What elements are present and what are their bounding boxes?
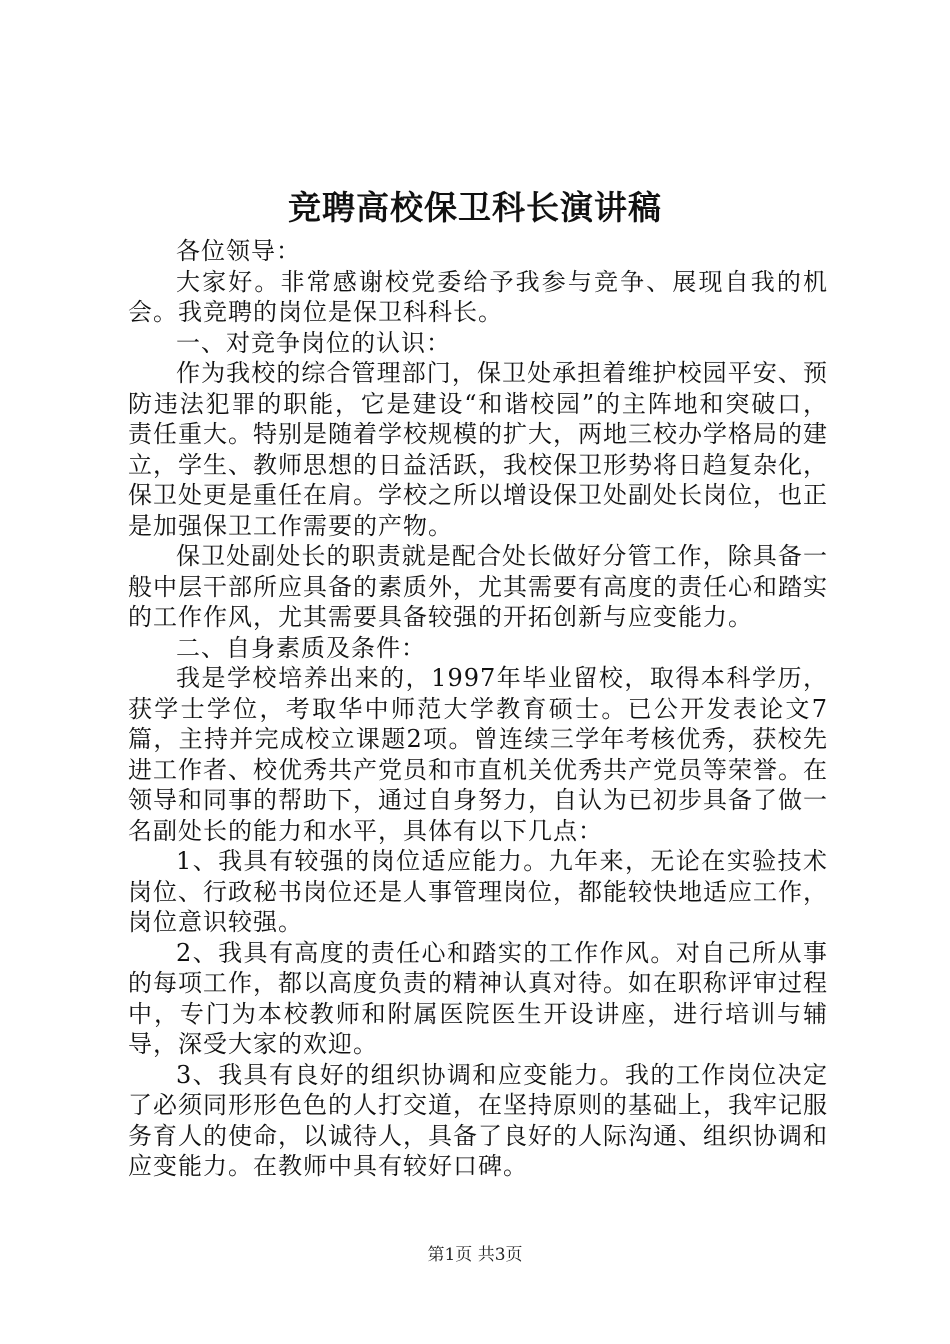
- numbered-point-2: 2、我具有高度的责任心和踏实的工作作风。对自己所从事的每项工作，都以高度负责的精神认真对待。如在职称评审过程中，专门为本校教师和附属医院医生开设讲座，进行培训与辅导，深受大家的欢迎。: [128, 938, 828, 1058]
- section-heading-2: 二、自身素质及条件：: [176, 633, 426, 662]
- body-paragraph: 我是学校培养出来的，1997年毕业留校，取得本科学历，获学士学位，考取华中师范大学教育硕士。已公开发表论文7篇，主持并完成校立课题2项。曾连续三学年考核优秀，获校先进工作者、校优秀共产党员和市直机关优秀共产党员等荣誉。在领导和同事的帮助下，通过自身努力，自认为已初步具备了做一名副处长的能力和水平，具体有以下几点：: [128, 664, 828, 845]
- body-paragraph: 作为我校的综合管理部门，保卫处承担着维护校园平安、预防违法犯罪的职能，它是建设“和谐校园”的主阵地和突破口，责任重大。特别是随着学校规模的扩大，两地三校办学格局的建立，学生、教师思想的日益活跃，我校保卫形势将日趋复杂化，保卫处更是重任在肩。学校之所以增设保卫处副处长岗位，也正是加强保卫工作需要的产物。: [128, 359, 828, 540]
- document-body: [128, 236, 828, 1182]
- section-heading-1: 一、对竞争岗位的认识：: [176, 328, 451, 357]
- page-footer: 第1页 共3页: [427, 1245, 523, 1265]
- salutation-paragraph: 各位领导：: [176, 237, 301, 265]
- numbered-point-1: 1、我具有较强的岗位适应能力。九年来，无论在实验技术岗位、行政秘书岗位还是人事管理岗位，都能较快地适应工作，岗位意识较强。: [128, 847, 828, 936]
- body-paragraph: 保卫处副处长的职责就是配合处长做好分管工作，除具备一般中层干部所应具备的素质外，尤其需要有高度的责任心和踏实的工作作风，尤其需要具备较强的开拓创新与应变能力。: [128, 542, 828, 631]
- document-title: 竞聘高校保卫科长演讲稿: [288, 188, 662, 227]
- greeting-paragraph: 大家好。非常感谢校党委给予我参与竞争、展现自我的机会。我竞聘的岗位是保卫科科长。: [128, 267, 828, 326]
- numbered-point-3: 3、我具有良好的组织协调和应变能力。我的工作岗位决定了必须同形形色色的人打交道，在坚持原则的基础上，我牢记服务育人的使命，以诚待人，具备了良好的人际沟通、组织协调和应变能力。在教师中具有较好口碑。: [128, 1060, 828, 1180]
